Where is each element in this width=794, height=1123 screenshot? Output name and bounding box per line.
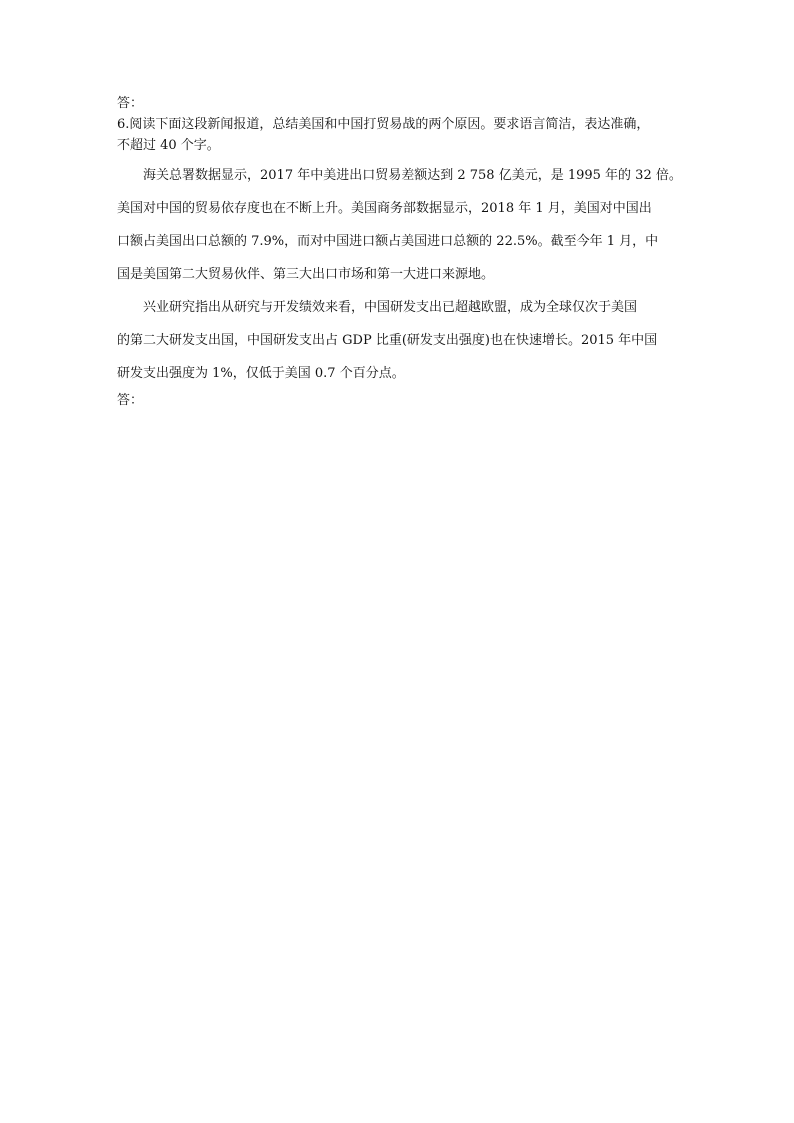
paragraph-2-line-2: 的第二大研发支出国，中国研发支出占 GDP 比重(研发支出强度)也在快速增长。2015 年中国 xyxy=(117,333,658,348)
answer-label-top: 答： xyxy=(117,96,144,111)
news-paragraph-2 xyxy=(117,291,679,390)
paragraph-1-line-3: 口额占美国出口总额的 7.9%，而对中国进口额占美国进口总额的 22.5%。截至今年 1 月，中 xyxy=(117,234,659,249)
question-line-1: 6.阅读下面这段新闻报道，总结美国和中国打贸易战的两个原因。要求语言简洁，表达准确， xyxy=(117,117,650,132)
answer-label-bottom: 答： xyxy=(117,393,144,408)
paragraph-2-line-1: 兴业研究指出从研究与开发绩效来看，中国研发支出已超越欧盟，成为全球仅次于美国 xyxy=(143,300,638,315)
paragraph-2-line-3: 研发支出强度为 1%，仅低于美国 0.7 个百分点。 xyxy=(117,366,405,381)
paragraph-1-line-2: 美国对中国的贸易依存度也在不断上升。美国商务部数据显示，2018 年 1 月，美国对中国出 xyxy=(117,201,652,216)
paragraph-1-line-1: 海关总署数据显示，2017 年中美进出口贸易差额达到 2 758 亿美元，是 1995 年的 32 倍。 xyxy=(143,168,682,183)
paragraph-1-line-4: 国是美国第二大贸易伙伴、第三大出口市场和第一大进口来源地。 xyxy=(117,267,495,282)
news-paragraph-1 xyxy=(117,159,682,291)
question-line-2: 不超过 40 个字。 xyxy=(117,138,220,153)
document-content xyxy=(117,93,682,411)
